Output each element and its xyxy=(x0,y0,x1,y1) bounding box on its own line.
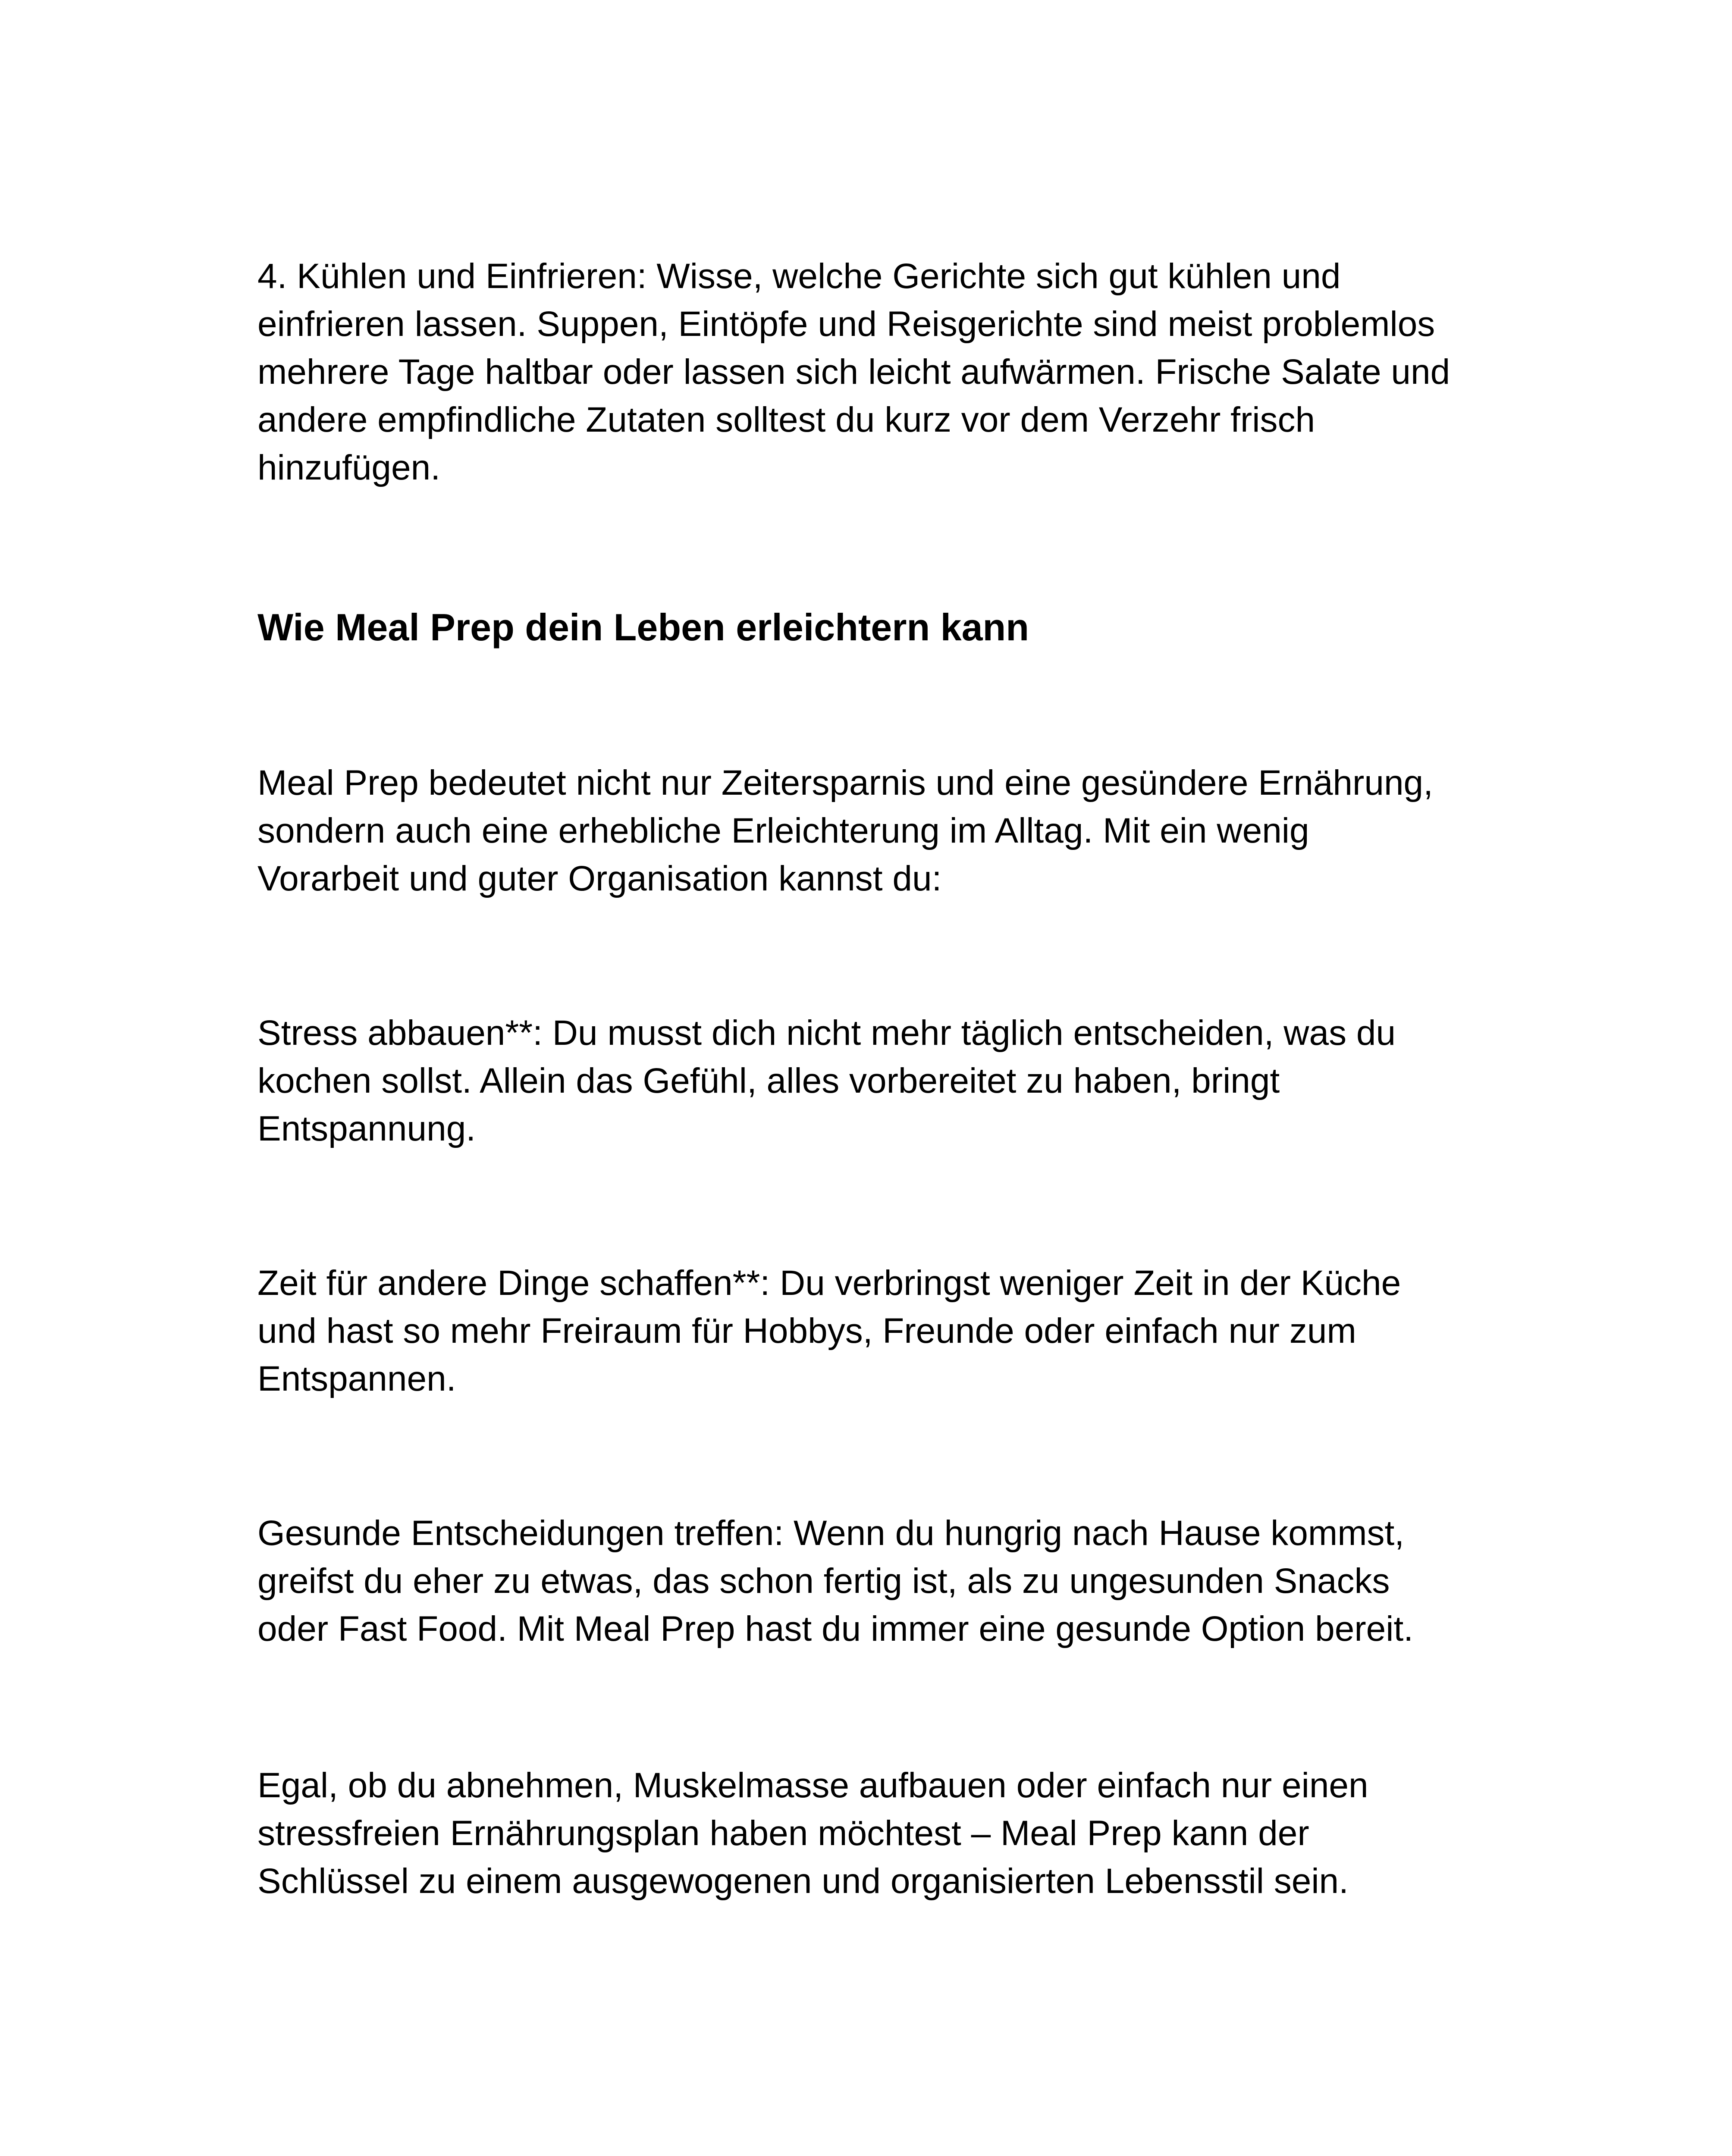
text-line: Entspannen. xyxy=(257,1359,456,1398)
paragraph-time xyxy=(257,1259,1508,1403)
text-line: kochen sollst. Allein das Gefühl, alles vorbereitet zu haben, bringt xyxy=(257,1061,1280,1100)
text-line: Entspannung. xyxy=(257,1109,476,1148)
text-line: stressfreien Ernährungsplan haben möchtest – Meal Prep kann der xyxy=(257,1814,1309,1853)
paragraph-conclusion xyxy=(257,1761,1508,1905)
text-line: Schlüssel zu einem ausgewogenen und organisierten Lebensstil sein. xyxy=(257,1861,1349,1901)
paragraph-cooling-freezing xyxy=(257,252,1508,492)
text-line: Zeit für andere Dinge schaffen**: Du verbringst weniger Zeit in der Küche xyxy=(257,1263,1401,1303)
text-line: mehrere Tage haltbar oder lassen sich leicht aufwärmen. Frische Salate und xyxy=(257,352,1450,392)
paragraph-healthy-choices xyxy=(257,1509,1508,1653)
text-line: oder Fast Food. Mit Meal Prep hast du immer eine gesunde Option bereit. xyxy=(257,1609,1414,1648)
paragraph-stress xyxy=(257,1009,1508,1153)
text-line: 4. Kühlen und Einfrieren: Wisse, welche Gerichte sich gut kühlen und xyxy=(257,257,1341,296)
text-line: einfrieren lassen. Suppen, Eintöpfe und Reisgerichte sind meist problemlos xyxy=(257,304,1435,344)
text-line: andere empfindliche Zutaten solltest du kurz vor dem Verzehr frisch xyxy=(257,400,1315,439)
text-line: Egal, ob du abnehmen, Muskelmasse aufbauen oder einfach nur einen xyxy=(257,1766,1368,1805)
text-line: greifst du eher zu etwas, das schon fertig ist, als zu ungesunden Snacks xyxy=(257,1561,1390,1601)
text-line: und hast so mehr Freiraum für Hobbys, Freunde oder einfach nur zum xyxy=(257,1311,1356,1351)
paragraph-intro xyxy=(257,759,1508,903)
text-line: Stress abbauen**: Du musst dich nicht mehr täglich entscheiden, was du xyxy=(257,1013,1396,1053)
text-line: Gesunde Entscheidungen treffen: Wenn du hungrig nach Hause kommst, xyxy=(257,1514,1405,1553)
section-heading: Wie Meal Prep dein Leben erleichtern kann xyxy=(257,606,1029,649)
text-line: hinzufügen. xyxy=(257,448,441,487)
text-line: Vorarbeit und guter Organisation kannst du: xyxy=(257,859,942,898)
text-line: Meal Prep bedeutet nicht nur Zeitersparnis und eine gesündere Ernährung, xyxy=(257,763,1433,802)
text-line: sondern auch eine erhebliche Erleichterung im Alltag. Mit ein wenig xyxy=(257,811,1309,850)
